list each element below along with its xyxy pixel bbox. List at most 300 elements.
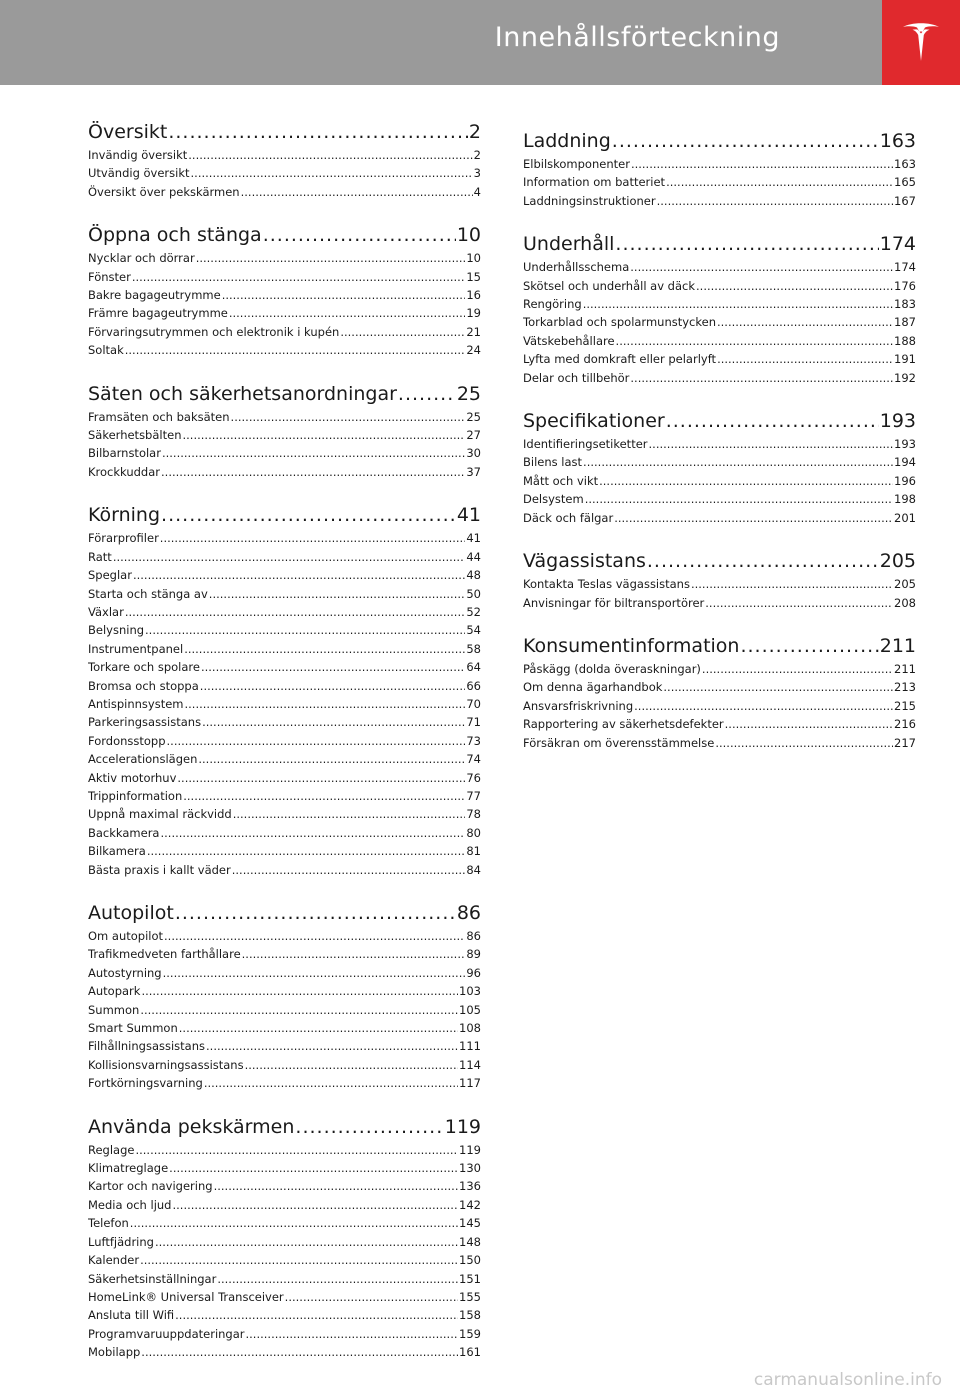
dot-leader [155,1233,458,1251]
section-page-number: 2 [468,121,481,143]
entry-page-number: 54 [466,623,481,638]
entry-title: Belysning [88,623,145,638]
dot-leader [175,1306,458,1324]
dot-leader [585,490,893,508]
section-page-number: 25 [456,382,481,405]
entry-page-number: 183 [894,297,916,312]
toc-entry[interactable] [523,369,916,387]
entry-page-number: 19 [466,306,481,321]
entry-title: Rengöring [523,297,582,312]
tesla-logo-icon [901,21,941,65]
toc-entry[interactable] [88,982,481,1000]
toc-right-column [523,129,916,774]
dot-leader [231,408,466,426]
entry-title: Antispinnsystem [88,696,184,711]
entry-page-number: 198 [894,492,916,507]
entry-title: Autostyrning [88,965,162,980]
entry-title: Ansvarsfriskrivning [523,698,634,713]
section-heading[interactable] [523,129,916,153]
toc-entry[interactable] [88,1001,481,1019]
entry-title: Försäkran om överensstämmelse [523,735,715,750]
toc-section [88,382,481,482]
entry-title: Torkarblad och spolarmunstycken [523,315,716,330]
dot-leader [160,529,466,547]
toc-entry[interactable] [523,277,916,295]
dot-leader [717,350,893,368]
entry-title: Bakre bagageutrymme [88,288,221,303]
dot-leader [616,332,894,350]
entry-title: Fönster [88,269,131,284]
toc-entry[interactable] [523,509,916,527]
toc-entry[interactable] [88,732,481,750]
section-page-number: 163 [879,130,916,152]
entry-page-number: 78 [466,807,481,822]
toc-entry[interactable] [88,861,481,879]
toc-entry[interactable] [88,1074,481,1092]
toc-entry[interactable] [523,594,916,612]
dot-leader [201,658,465,676]
toc-section [523,549,916,612]
dot-leader [202,713,465,731]
toc-entry[interactable] [88,1251,481,1269]
entry-page-number: 155 [459,1289,481,1304]
entry-title: Media och ljud [88,1197,172,1212]
dot-leader [130,1214,458,1232]
toc-entry[interactable] [88,945,481,963]
toc-entry[interactable] [88,713,481,731]
toc-entry[interactable] [88,1270,481,1288]
toc-entry[interactable] [523,332,916,350]
entry-title: Vätskebehållare [523,333,615,348]
toc-entry[interactable] [88,323,481,341]
toc-entry[interactable] [88,1141,481,1159]
dot-leader [717,313,893,331]
entry-title: Trafikmedveten farthållare [88,947,241,962]
dot-leader [241,183,473,201]
dot-leader [691,575,893,593]
entry-page-number: 30 [466,446,481,461]
entry-page-number: 196 [894,473,916,488]
entry-title: Information om batteriet [523,175,666,190]
toc-entry[interactable] [88,444,481,462]
toc-entry[interactable] [88,677,481,695]
entry-title: Autopark [88,984,141,999]
dot-leader [167,732,466,750]
entry-page-number: 16 [466,288,481,303]
dot-leader [630,369,893,387]
toc-entry[interactable] [88,585,481,603]
entry-title: Klimatreglage [88,1161,169,1176]
toc-entry[interactable] [523,313,916,331]
toc-entry[interactable] [88,1037,481,1055]
toc-section [88,120,481,201]
dot-leader [161,503,456,527]
dot-leader [246,1325,459,1343]
entry-page-number: 70 [466,696,481,711]
entry-title: Bilens last [523,455,583,470]
entry-page-number: 150 [459,1253,481,1268]
dot-leader [214,1177,458,1195]
entry-title: Filhållningsassistans [88,1039,206,1054]
dot-leader [583,453,893,471]
entry-page-number: 145 [459,1216,481,1231]
entry-title: Om denna ägarhandbok [523,680,663,695]
entry-title: Identifieringsetiketter [523,437,648,452]
entry-title: Summon [88,1002,140,1017]
toc-entry[interactable] [88,1306,481,1324]
entry-page-number: 193 [894,437,916,452]
entry-page-number: 148 [459,1234,481,1249]
dot-leader [232,861,466,879]
entry-title: Fortkörningsvarning [88,1076,203,1091]
toc-entry[interactable] [88,463,481,481]
entry-page-number: 215 [894,698,916,713]
entry-page-number: 50 [466,586,481,601]
dot-leader [615,232,878,256]
dot-leader [222,286,466,304]
toc-entry[interactable] [523,678,916,696]
toc-entry[interactable] [88,750,481,768]
toc-entry[interactable] [523,575,916,593]
toc-entry[interactable] [88,341,481,359]
toc-entry[interactable] [88,1056,481,1074]
entry-title: Kollisionsvarningsassistans [88,1057,244,1072]
dot-leader [179,1019,458,1037]
entry-title: Växlar [88,604,124,619]
section-title: Översikt [88,121,168,143]
entry-page-number: 77 [466,788,481,803]
entry-title: Smart Summon [88,1021,178,1036]
dot-leader [696,277,893,295]
toc-entry[interactable] [523,258,916,276]
entry-title: Uppnå maximal räckvidd [88,807,232,822]
entry-page-number: 2 [473,148,481,162]
toc-entry[interactable] [88,183,481,201]
dot-leader [647,549,879,573]
dot-leader [233,805,466,823]
dot-leader [132,268,466,286]
entry-page-number: 111 [459,1039,481,1054]
toc-entry[interactable] [88,640,481,658]
entry-page-number: 96 [466,965,481,980]
entry-page-number: 105 [459,1002,481,1017]
entry-title: Skötsel och underhåll av däck [523,278,696,293]
dot-leader [191,164,473,182]
entry-page-number: 74 [466,752,481,767]
toc-entry[interactable] [88,529,481,547]
entry-page-number: 217 [894,735,916,750]
entry-title: Främre bagageutrymme [88,306,228,321]
toc-entry[interactable] [88,1325,481,1343]
entry-page-number: 201 [894,510,916,525]
entry-page-number: 213 [894,680,916,695]
dot-leader [398,382,456,406]
entry-title: Starta och stänga av [88,586,208,601]
dot-leader [245,1056,458,1074]
entry-title: Utvändig översikt [88,166,190,181]
entry-title: Ratt [88,549,112,564]
dot-leader [740,634,878,658]
section-heading[interactable] [88,503,481,527]
entry-page-number: 66 [466,678,481,693]
toc-entry[interactable] [88,408,481,426]
dot-leader [168,120,468,144]
dot-leader [295,1115,443,1139]
entry-title: Påskägg (dolda överaskningar) [523,661,701,676]
toc-entry[interactable] [88,769,481,787]
entry-title: Underhållsschema [523,260,630,275]
entry-title: Nycklar och dörrar [88,251,195,266]
entry-page-number: 48 [466,568,481,583]
entry-page-number: 37 [466,464,481,479]
section-title: Säten och säkerhetsanordningar [88,382,397,405]
section-heading[interactable] [88,1115,481,1139]
section-page-number: 119 [444,1115,481,1138]
entry-title: Säkerhetsbälten [88,428,182,443]
entry-page-number: 205 [894,577,916,592]
toc-entry[interactable] [523,453,916,471]
entry-page-number: 114 [459,1057,481,1072]
toc-entry[interactable] [523,350,916,368]
entry-title: Översikt över pekskärmen [88,184,240,199]
dot-leader [125,341,466,359]
toc-entry[interactable] [88,1177,481,1195]
section-heading[interactable] [88,223,481,247]
entry-page-number: 142 [459,1197,481,1212]
dot-leader [614,509,893,527]
entry-title: Programvaruuppdateringar [88,1326,245,1341]
dot-leader [612,129,879,153]
dot-leader [164,927,465,945]
entry-title: Mobilapp [88,1345,141,1360]
entry-page-number: 136 [459,1179,481,1194]
section-title: Vägassistans [523,550,646,573]
toc-entry[interactable] [88,1288,481,1306]
entry-title: Telefon [88,1216,129,1231]
entry-title: Kalender [88,1253,140,1268]
toc-section [88,1115,481,1362]
toc-section [523,129,916,210]
dot-leader [725,715,893,733]
toc-entry[interactable] [88,842,481,860]
entry-title: Bilbarnstolar [88,446,161,461]
entry-page-number: 119 [459,1142,481,1157]
dot-leader [242,945,466,963]
section-title: Laddning [523,130,611,152]
toc-entry[interactable] [88,566,481,584]
toc-section [88,901,481,1093]
entry-page-number: 176 [894,278,916,293]
entry-page-number: 52 [466,604,481,619]
toc-entry[interactable] [88,603,481,621]
dot-leader [145,621,465,639]
entry-page-number: 27 [466,428,481,443]
entry-title: Anvisningar för biltransportörer [523,595,705,610]
section-heading[interactable] [523,634,916,658]
dot-leader [206,1037,458,1055]
dot-leader [175,901,456,925]
entry-page-number: 187 [894,315,916,330]
section-heading[interactable] [523,232,916,256]
toc-entry[interactable] [88,268,481,286]
entry-page-number: 191 [894,352,916,367]
entry-title: Bilkamera [88,844,146,859]
section-heading[interactable] [88,901,481,925]
toc-entry[interactable] [88,824,481,842]
section-heading[interactable] [523,549,916,573]
header-band [0,0,882,85]
dot-leader [204,1074,458,1092]
section-title: Körning [88,504,161,527]
dot-leader [163,964,466,982]
entry-page-number: 117 [459,1076,481,1091]
toc-entry[interactable] [523,660,916,678]
entry-title: Krockkuddar [88,464,161,479]
section-page-number: 211 [879,634,916,657]
entry-title: Bromsa och stoppa [88,678,199,693]
toc-entry[interactable] [523,173,916,191]
entry-page-number: 76 [466,770,481,785]
entry-page-number: 64 [466,660,481,675]
toc-entry[interactable] [523,192,916,210]
entry-title: Delsystem [523,492,584,507]
dot-leader [705,594,893,612]
toc-entry[interactable] [88,286,481,304]
entry-title: Invändig översikt [88,148,188,162]
dot-leader [162,444,465,462]
toc-entry[interactable] [88,426,481,444]
entry-title: Instrumentpanel [88,641,184,656]
entry-page-number: 159 [459,1326,481,1341]
toc-entry[interactable] [523,155,916,173]
toc-entry[interactable] [88,1343,481,1361]
section-heading[interactable] [88,120,481,144]
entry-page-number: 167 [894,193,916,208]
entry-title: Om autopilot [88,929,164,943]
dot-leader [666,409,879,433]
entry-page-number: 58 [466,641,481,656]
toc-entry[interactable] [523,697,916,715]
dot-leader [160,824,465,842]
toc-entry[interactable] [523,715,916,733]
toc-entry[interactable] [88,249,481,267]
watermark: carmanualsonline.info [753,1370,942,1390]
dot-leader [161,463,465,481]
entry-page-number: 192 [894,370,916,385]
entry-page-number: 165 [894,175,916,190]
toc-entry[interactable] [88,787,481,805]
entry-title: Backkamera [88,825,160,840]
toc-section [88,223,481,359]
entry-page-number: 188 [894,333,916,348]
toc-entry[interactable] [88,695,481,713]
entry-title: Fordonsstopp [88,733,166,748]
section-page-number: 41 [456,504,481,527]
dot-leader [196,249,466,267]
dot-leader [340,323,465,341]
toc-entry[interactable] [523,472,916,490]
toc-entry[interactable] [88,1196,481,1214]
entry-title: Kartor och navigering [88,1179,213,1194]
entry-page-number: 44 [466,549,481,564]
toc-entry[interactable] [88,805,481,823]
toc-entry[interactable] [88,927,481,945]
dot-leader [649,435,894,453]
toc-entry[interactable] [88,621,481,639]
dot-leader [599,472,893,490]
toc-entry[interactable] [88,1159,481,1177]
toc-entry[interactable] [88,1019,481,1037]
dot-leader [583,295,893,313]
toc-entry[interactable] [88,1233,481,1251]
section-title: Konsumentinformation [523,634,740,657]
dot-leader [663,678,893,696]
toc-entry[interactable] [88,964,481,982]
toc-entry[interactable] [523,295,916,313]
toc-section [523,409,916,527]
toc-entry[interactable] [523,435,916,453]
dot-leader [141,1343,458,1361]
entry-title: Förarprofiler [88,531,159,546]
dot-leader [631,155,893,173]
entry-title: Säkerhetsinställningar [88,1271,217,1286]
entry-page-number: 130 [459,1161,481,1176]
entry-page-number: 216 [894,717,916,732]
toc-entry[interactable] [88,658,481,676]
dot-leader [666,173,893,191]
entry-title: Kontakta Teslas vägassistans [523,577,690,592]
dot-leader [229,304,466,322]
entry-page-number: 41 [466,531,481,546]
toc-entry[interactable] [88,304,481,322]
entry-page-number: 73 [466,733,481,748]
entry-page-number: 10 [466,251,481,266]
entry-page-number: 24 [466,343,481,358]
dot-leader [125,603,466,621]
entry-page-number: 21 [466,324,481,339]
toc-entry[interactable] [88,146,481,164]
entry-title: Rapportering av säkerhetsdefekter [523,717,724,732]
entry-page-number: 208 [894,595,916,610]
entry-title: Däck och fälgar [523,510,614,525]
dot-leader [630,258,893,276]
entry-title: Soltak [88,343,124,358]
toc-entry[interactable] [88,164,481,182]
dot-leader [657,192,893,210]
page-title: Innehållsförteckning [494,22,780,53]
dot-leader [263,223,456,247]
toc-entry[interactable] [88,1214,481,1232]
dot-leader [182,426,465,444]
section-page-number: 10 [456,224,481,247]
dot-leader [140,1001,458,1019]
entry-title: Speglar [88,568,132,583]
entry-page-number: 211 [894,661,916,676]
section-heading[interactable] [88,382,481,406]
entry-title: Parkeringsassistans [88,715,202,730]
dot-leader [177,769,465,787]
dot-leader [183,787,465,805]
section-title: Specifikationer [523,410,665,433]
section-heading[interactable] [523,409,916,433]
toc-entry[interactable] [523,734,916,752]
toc-entry[interactable] [523,490,916,508]
dot-leader [285,1288,458,1306]
entry-title: Mått och vikt [523,473,599,488]
toc-entry[interactable] [88,548,481,566]
entry-title: Delar och tillbehör [523,370,630,385]
entry-title: Torkare och spolare [88,660,200,675]
